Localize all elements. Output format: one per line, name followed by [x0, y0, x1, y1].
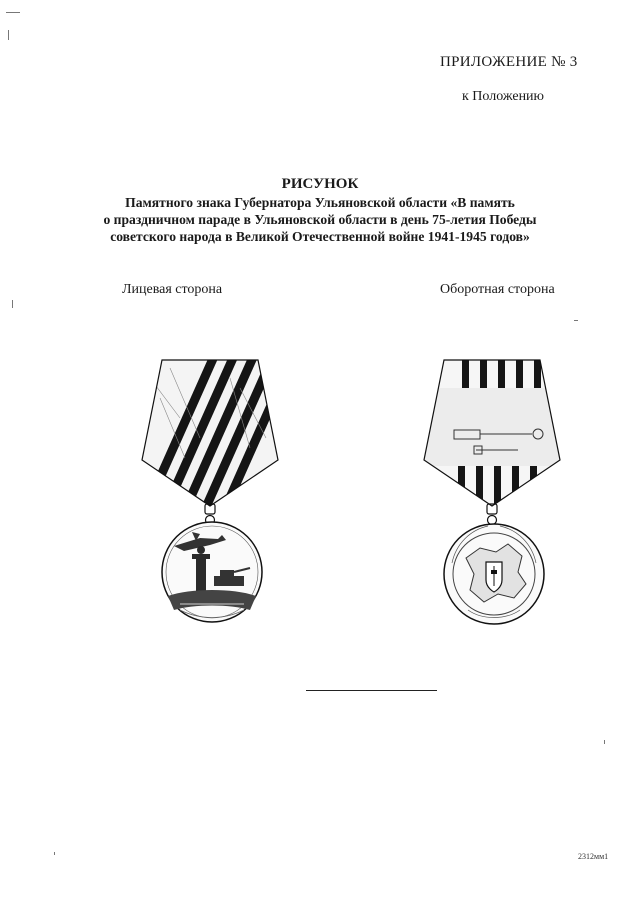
divider-line: [306, 690, 437, 691]
scan-speck: [12, 300, 13, 308]
title-line-3: советского народа в Великой Отечественной войне 1941-1945 годов»: [110, 229, 530, 244]
back-side-label: Оборотная сторона: [440, 282, 555, 297]
title-line-1: Памятного знака Губернатора Ульяновской области «В память: [125, 195, 515, 210]
regulation-reference: к Положению: [462, 89, 545, 104]
scan-speck: [574, 320, 578, 321]
title-line-2: о праздничном параде в Ульяновской области в день 75-летия Победы: [103, 212, 537, 227]
scan-speck: [8, 30, 9, 40]
document-heading: РИСУНОК: [281, 176, 359, 192]
medal-front-icon: [140, 358, 280, 640]
scan-speck: [6, 12, 20, 13]
front-side-label: Лицевая сторона: [122, 282, 223, 297]
scan-speck: [604, 740, 605, 744]
appendix-number: ПРИЛОЖЕНИЕ № 3: [440, 54, 578, 70]
document-code: 2312мм1: [578, 852, 609, 861]
medal-back-icon: [422, 358, 562, 640]
scan-speck: [54, 852, 55, 855]
